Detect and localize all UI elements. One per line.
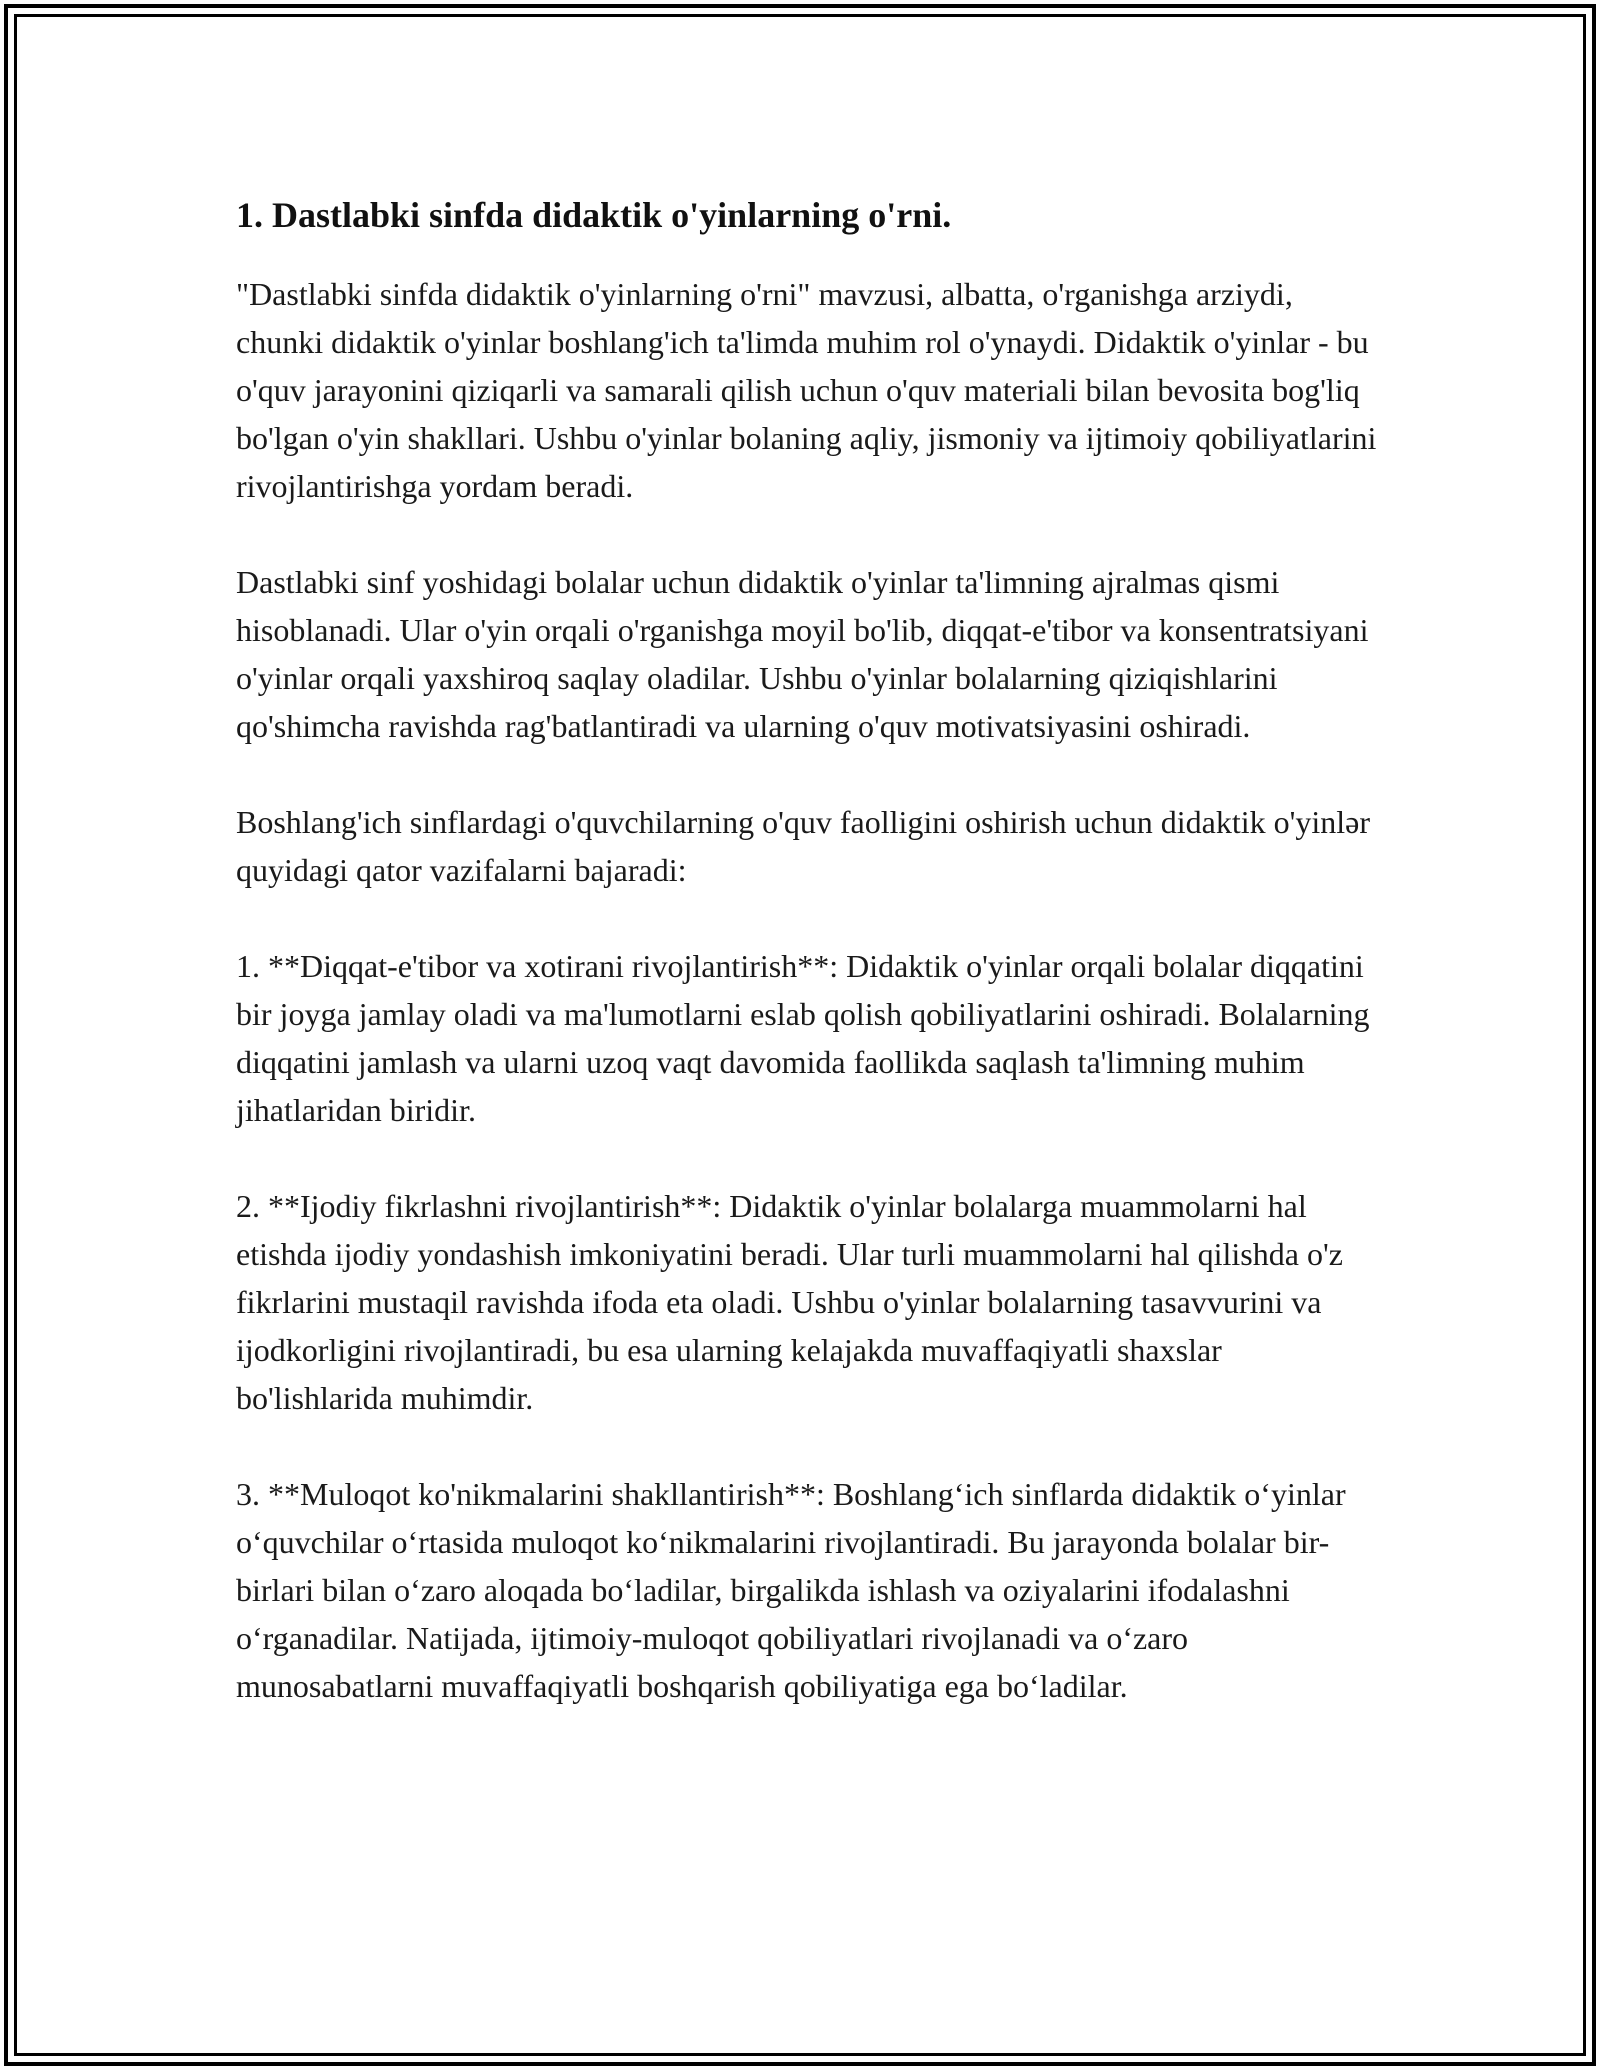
paragraph-intro: "Dastlabki sinfda didaktik o'yinlarning o'rni" mavzusi, albatta, o'rganishga arziydi, chunki didaktik o'yinlar boshlang'ich ta'limda muhim rol o'ynaydi. Didaktik o'yinlar - bu o'quv jarayonini qiziqarli va samarali qilish uchun o'quv materiali bilan bevosita bog'liq bo'lgan o'yin shakllari. Ushbu o'yinlar bolaning aqliy, jismoniy va ijtimoiy qobiliyatlarini rivojlantirishga yordam beradi. [236,276,1377,504]
document-title: 1. Dastlabki sinfda didaktik o'yinlarning o'rni. [236,195,952,235]
paragraph-tasks-intro: Boshlang'ich sinflardagi o'quvchilarning o'quv faolligini oshirish uchun didaktik o'yinlər quyidagi qator vazifalarni bajaradi: [236,804,1370,888]
document-body [236,188,1386,1758]
list-item-creative-thinking: 2. **Ijodiy fikrlashni rivojlantirish**: Didaktik o'yinlar bolalarga muammolarni hal etishda ijodiy yondashish imkoniyatini beradi. Ular turli muammolarni hal qilishda o'z fikrlarini mustaqil ravishda ifoda eta oladi. Ushbu o'yinlar bolalarning tasavvurini va ijodkorligini rivojlantiradi, bu esa ularning kelajakda muvaffaqiyatli shaxslar bo'lishlarida muhimdir. [236,1188,1343,1416]
list-item-communication-skills: 3. **Muloqot ko'nikmalarini shakllantirish**: Boshlang‘ich sinflarda didaktik o‘yinlar o‘quvchilar o‘rtasida muloqot ko‘nikmalarini rivojlantiradi. Bu jarayonda bolalar bir-birlari bilan o‘zaro aloqada bo‘ladilar, birgalikda ishlash va oziyalarini ifodalashni o‘rganadilar. Natijada, ijtimoiy-muloqot qobiliyatlari rivojlanadi va o‘zaro munosabatlarni muvaffaqiyatli boshqarish qobiliyatiga ega bo‘ladilar. [236,1476,1346,1704]
paragraph-early-grade-children: Dastlabki sinf yoshidagi bolalar uchun didaktik o'yinlar ta'limning ajralmas qismi hisoblanadi. Ular o'yin orqali o'rganishga moyil bo'lib, diqqat-e'tibor va konsentratsiyani o'yinlar orqali yaxshiroq saqlay oladilar. Ushbu o'yinlar bolalarning qiziqishlarini qo'shimcha ravishda rag'batlantiradi va ularning o'quv motivatsiyasini oshiradi. [236,564,1369,744]
list-item-attention-memory: 1. **Diqqat-e'tibor va xotirani rivojlantirish**: Didaktik o'yinlar orqali bolalar diqqatini bir joyga jamlay oladi va ma'lumotlarni eslab qolish qobiliyatlarini oshiradi. Bolalarning diqqatini jamlash va ularni uzoq vaqt davomida faollikda saqlash ta'limning muhim jihatlaridan biridir. [236,948,1370,1128]
